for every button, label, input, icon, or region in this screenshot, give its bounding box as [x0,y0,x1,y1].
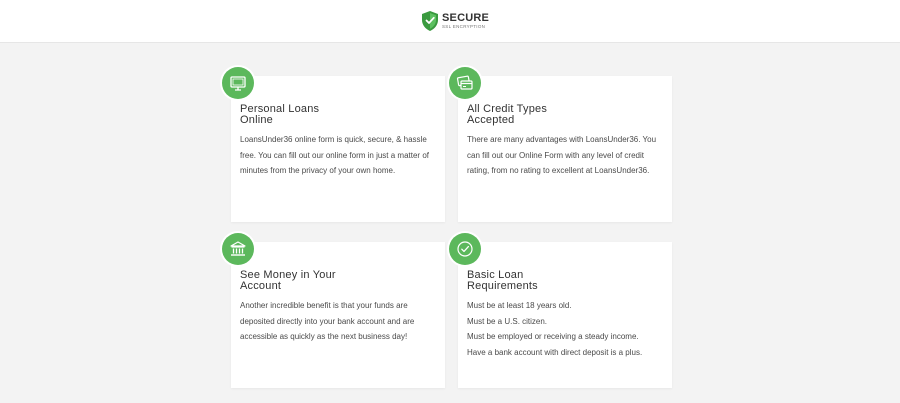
card-title-line1: All Credit Types [467,103,548,115]
feature-card-personal-loans [231,76,445,222]
check-circle-icon [449,233,481,265]
monitor-icon [222,67,254,99]
card-title-line2: Requirements [467,280,538,292]
header-bar [0,0,900,43]
secure-title: SECURE [442,11,490,24]
card-title [240,270,435,292]
card-body: There are many advantages with LoansUnder36. You can fill out our Online Form with any level of credit rating, from no rating to excellent at LoansUnder36. [467,135,657,175]
bank-icon [222,233,254,265]
requirements-list [467,298,667,360]
card-title [467,104,662,126]
credit-card-icon [449,67,481,99]
secure-subtitle: SSL ENCRYPTION [442,23,486,29]
feature-card-requirements [458,242,672,388]
feature-card-see-money [231,242,445,388]
card-title-line2: Accepted [467,114,515,126]
card-title-line2: Account [240,280,282,292]
requirement-item: Must be a U.S. citizen. [467,316,548,326]
feature-card-credit-types [458,76,672,222]
requirement-item: Have a bank account with direct deposit is a plus. [467,347,643,357]
card-body: Another incredible benefit is that your funds are deposited directly into your bank account and are accessible as quickly as the next business day! [240,301,415,341]
card-title [467,270,662,292]
card-title-line1: See Money in Your [240,269,336,281]
requirement-item: Must be at least 18 years old. [467,301,572,310]
card-title-line1: Basic Loan [467,269,524,281]
card-title-line2: Online [240,114,273,126]
shield-check-icon [422,11,438,31]
card-title-line1: Personal Loans [240,103,320,115]
card-title [240,104,435,126]
card-body: LoansUnder36 online form is quick, secure, & hassle free. You can fill out our online form in just a matter of minutes from the privacy of your own home. [240,135,429,175]
secure-badge [422,10,489,32]
requirement-item: Must be employed or receiving a steady income. [467,332,639,341]
